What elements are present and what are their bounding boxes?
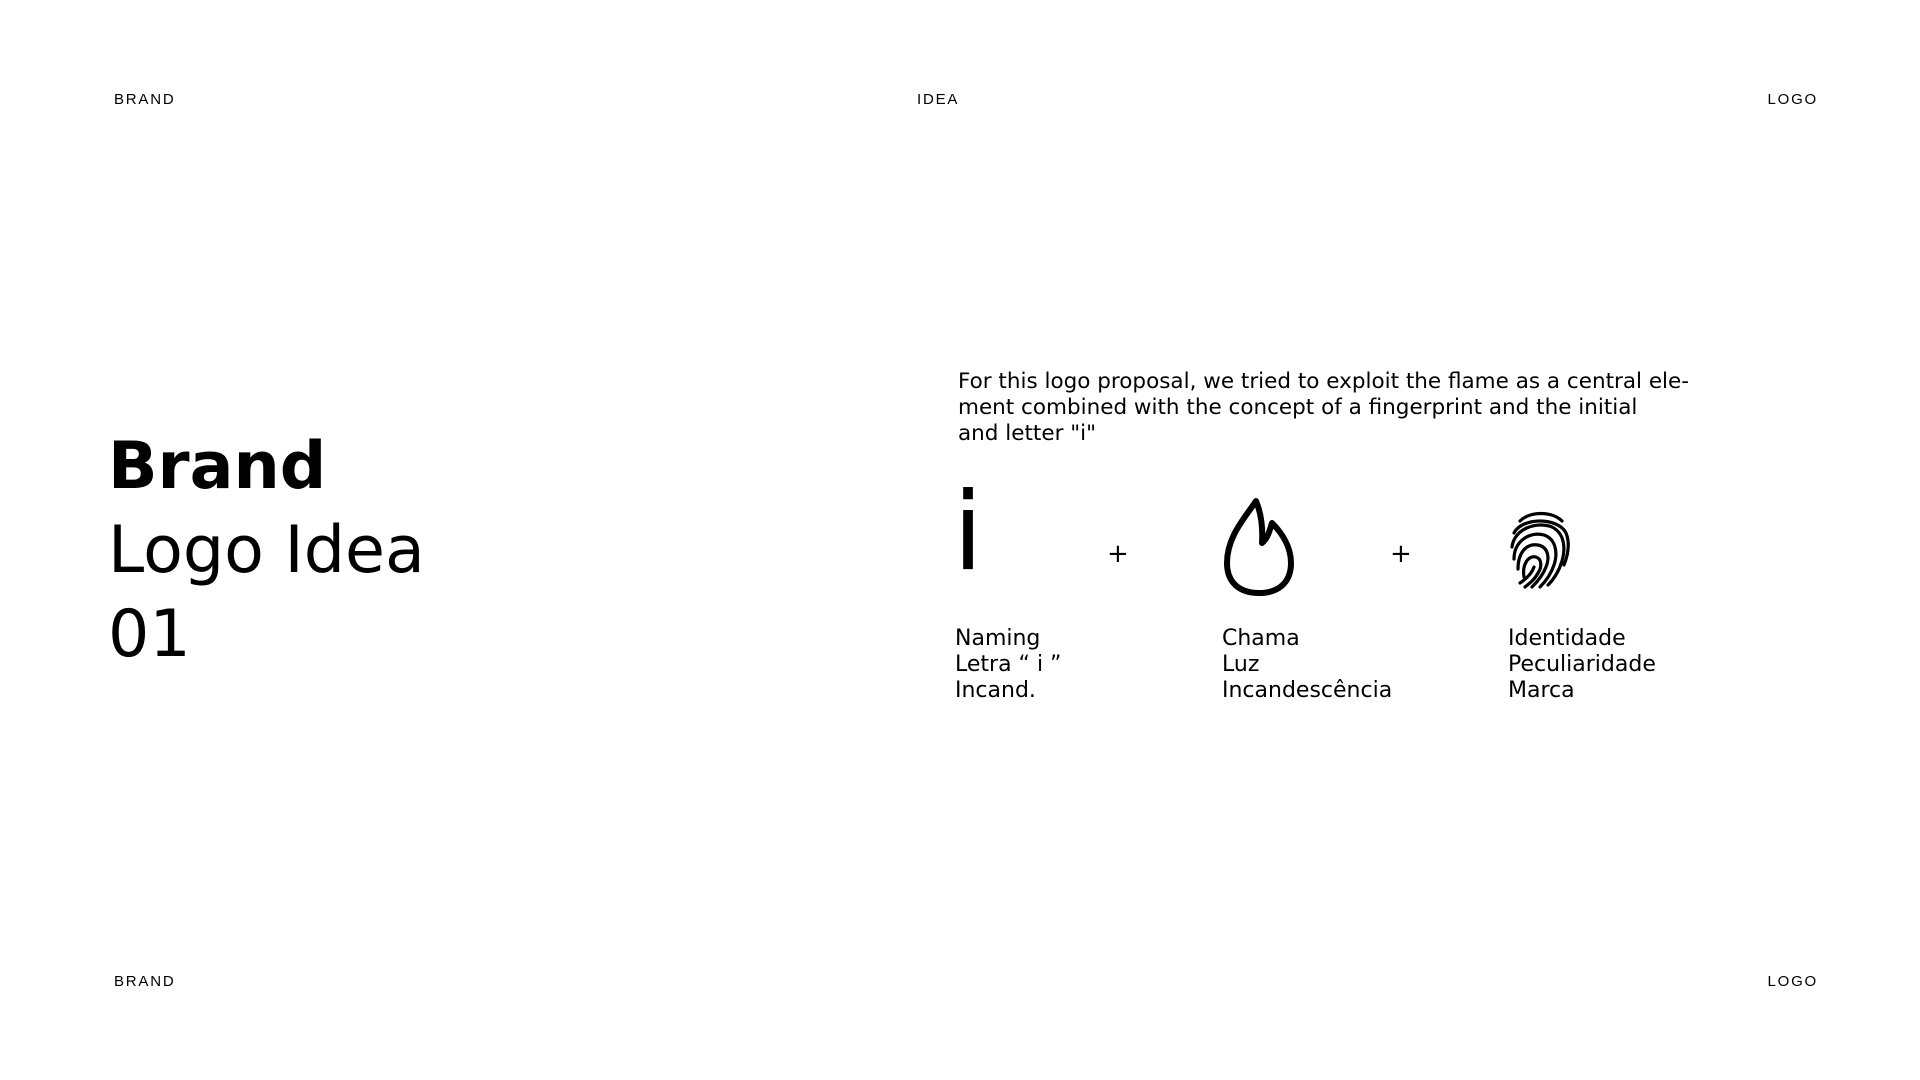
title-number: 01 [108, 597, 191, 672]
description-line: and letter "i" [958, 421, 1096, 446]
plus-sign: + [1107, 539, 1129, 569]
plus-sign: + [1390, 539, 1412, 569]
concept-label: Identidade [1508, 626, 1626, 651]
description-line: ment combined with the concept of a fingerprint and the initial [958, 395, 1638, 420]
flame-svg [1222, 497, 1296, 597]
concept-labels [1508, 626, 1656, 704]
concept-labels [955, 626, 1061, 704]
concept-label: Letra “ i ” [955, 652, 1062, 677]
footer-brand-label: BRAND [114, 973, 176, 990]
concept-label: Naming [955, 626, 1041, 651]
concept-fingerprint [1508, 497, 1656, 703]
concept-label: Incand. [955, 678, 1036, 703]
concept-label: Luz [1222, 652, 1260, 677]
flame-icon [1222, 497, 1296, 597]
concept-labels [1222, 626, 1392, 704]
title-logo-idea: Logo Idea [108, 513, 425, 588]
concept-label: Marca [1508, 678, 1575, 703]
letter-i-glyph: i [953, 470, 984, 595]
header-logo-label: LOGO [1767, 91, 1818, 108]
footer-logo-label: LOGO [1767, 973, 1818, 990]
slide-title [108, 425, 425, 677]
concept-label: Chama [1222, 626, 1300, 651]
description-line: For this logo proposal, we tried to exploit the flame as a central ele- [958, 369, 1690, 394]
header-brand-label: BRAND [114, 91, 176, 108]
letter-i-icon [953, 470, 984, 597]
fingerprint-svg [1508, 507, 1572, 597]
concept-flame [1222, 497, 1393, 703]
title-brand: Brand [108, 429, 327, 504]
fingerprint-icon [1508, 497, 1572, 597]
concept-naming [953, 470, 1062, 703]
description [958, 369, 1718, 447]
header-idea-label: IDEA [917, 91, 960, 108]
concept-label: Incandescência [1222, 678, 1393, 703]
concept-label: Peculiaridade [1508, 652, 1656, 677]
